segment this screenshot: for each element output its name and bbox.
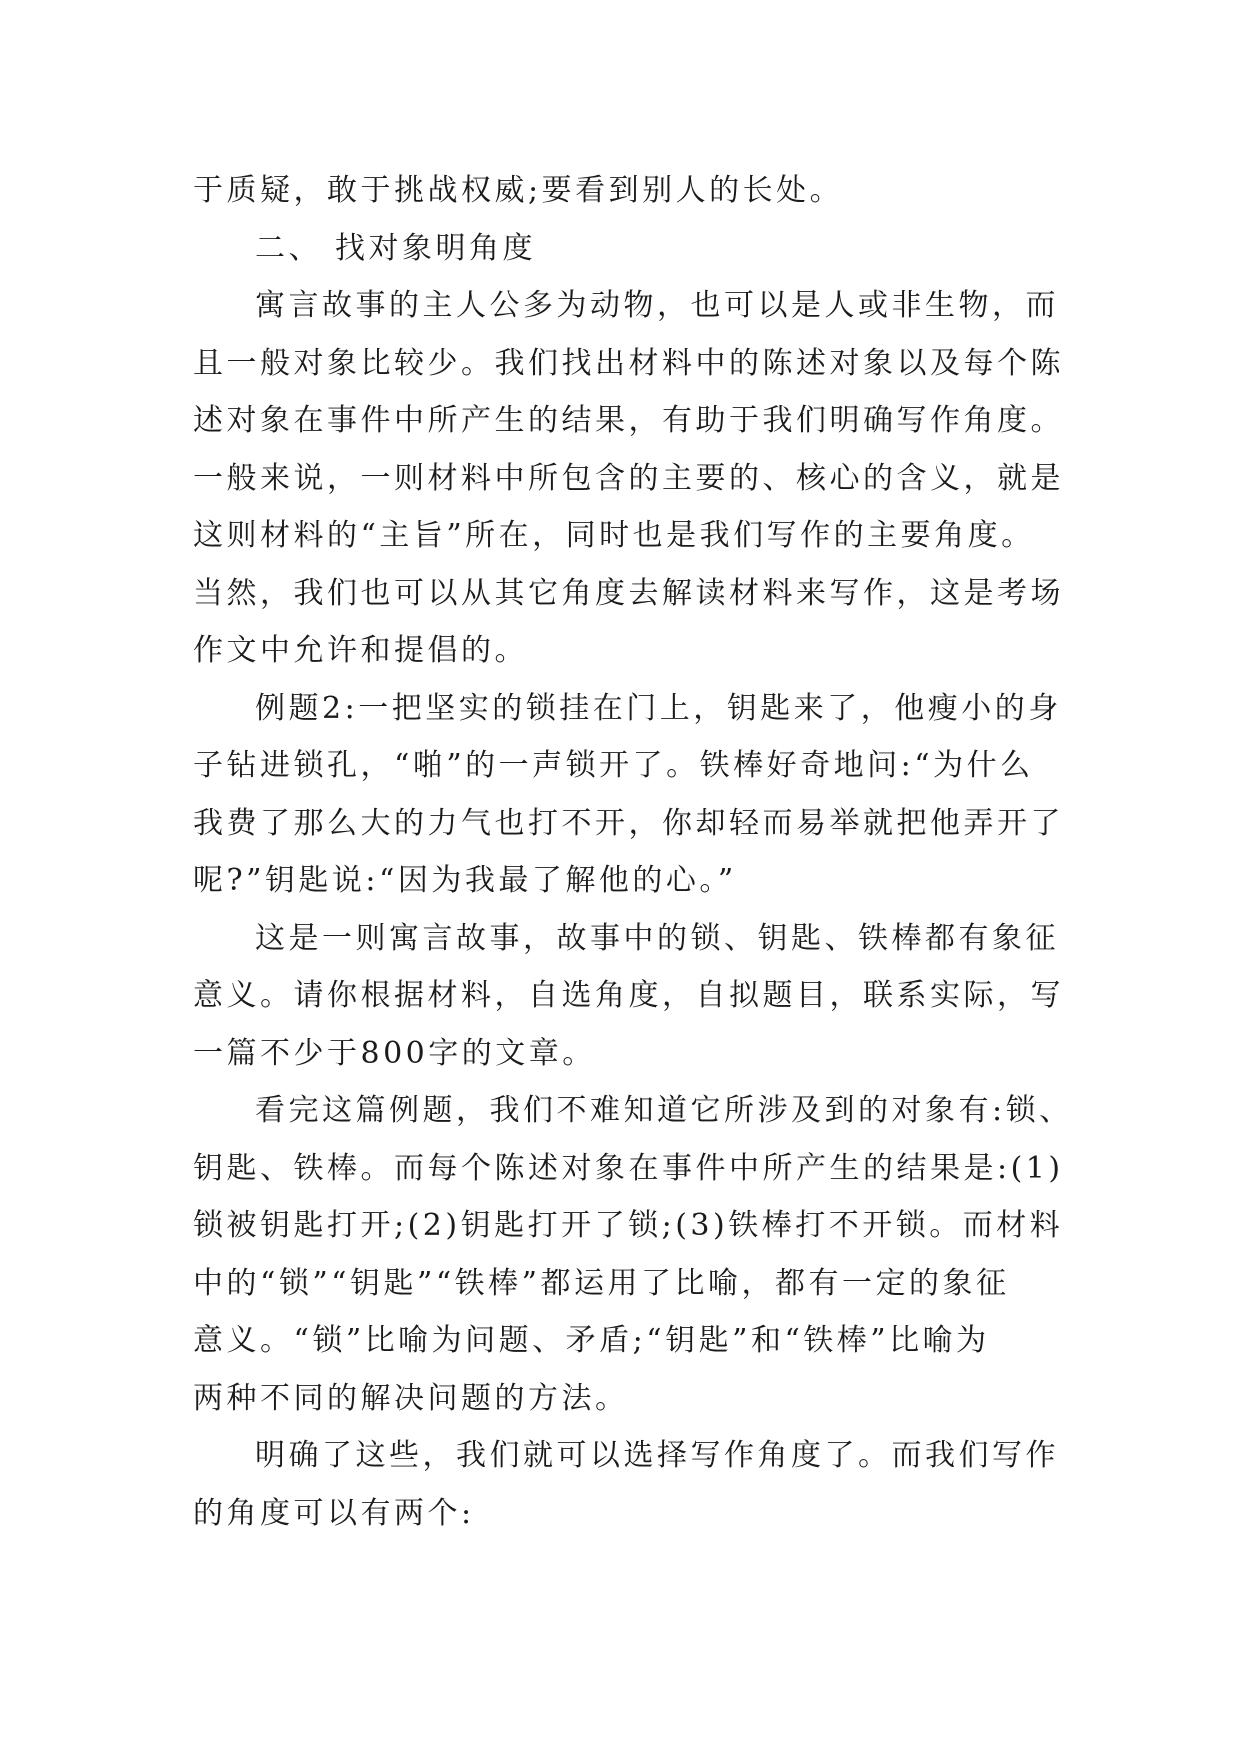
text-line: 明确了这些，我们就可以选择写作角度了。而我们写作 <box>255 1438 1059 1473</box>
section-heading: 二、 找对象明角度 <box>255 230 537 266</box>
text-line: 述对象在事件中所产生的结果，有助于我们明确写作角度。 <box>193 403 1064 438</box>
document-body <box>193 162 1073 1542</box>
text-line: 一篇不少于800字的文章。 <box>193 1035 596 1071</box>
example-line: 我费了那么大的力气也打不开，你却轻而易举就把他弄开了 <box>193 805 1064 841</box>
text-line: 于质疑，敢于挑战权威;要看到别人的长处。 <box>193 173 844 208</box>
text-line: 一般来说，一则材料中所包含的主要的、核心的含义，就是 <box>193 460 1064 496</box>
example-line: 呢?”钥匙说:“因为我最了解他的心。” <box>193 863 737 898</box>
text-line: 这是一则寓言故事，故事中的锁、钥匙、铁棒都有象征 <box>255 920 1059 956</box>
text-line: 寓言故事的主人公多为动物，也可以是人或非生物，而 <box>255 288 1059 323</box>
text-line: 且一般对象比较少。我们找出材料中的陈述对象以及每个陈 <box>193 345 1064 381</box>
text-line: 锁被钥匙打开;(2)钥匙打开了锁;(3)铁棒打不开锁。而材料 <box>193 1208 1064 1243</box>
text-line: 的角度可以有两个: <box>193 1495 475 1531</box>
example-line: 例题2:一把坚实的锁挂在门上，钥匙来了，他瘦小的身 <box>255 690 1062 726</box>
text-line: 两种不同的解决问题的方法。 <box>193 1380 629 1416</box>
text-line: 看完这篇例题，我们不难知道它所涉及到的对象有:锁、 <box>255 1093 1073 1128</box>
text-line: 钥匙、铁棒。而每个陈述对象在事件中所产生的结果是:(1) <box>193 1150 1064 1186</box>
text-line: 作文中允许和提倡的。 <box>193 633 528 668</box>
text-line: 意义。请你根据材料，自选角度，自拟题目，联系实际，写 <box>193 978 1064 1013</box>
text-line: 这则材料的“主旨”所在，同时也是我们写作的主要角度。 <box>193 518 1035 553</box>
text-line: 当然，我们也可以从其它角度去解读材料来写作，这是考场 <box>193 575 1064 611</box>
example-line: 子钻进锁孔，“啪”的一声锁开了。铁棒好奇地问:“为什么 <box>193 748 1034 783</box>
text-line: 中的“锁”“钥匙”“铁棒”都运用了比喻，都有一定的象征 <box>193 1265 1010 1301</box>
text-line: 意义。“锁”比喻为问题、矛盾;“钥匙”和“铁棒”比喻为 <box>193 1323 990 1358</box>
